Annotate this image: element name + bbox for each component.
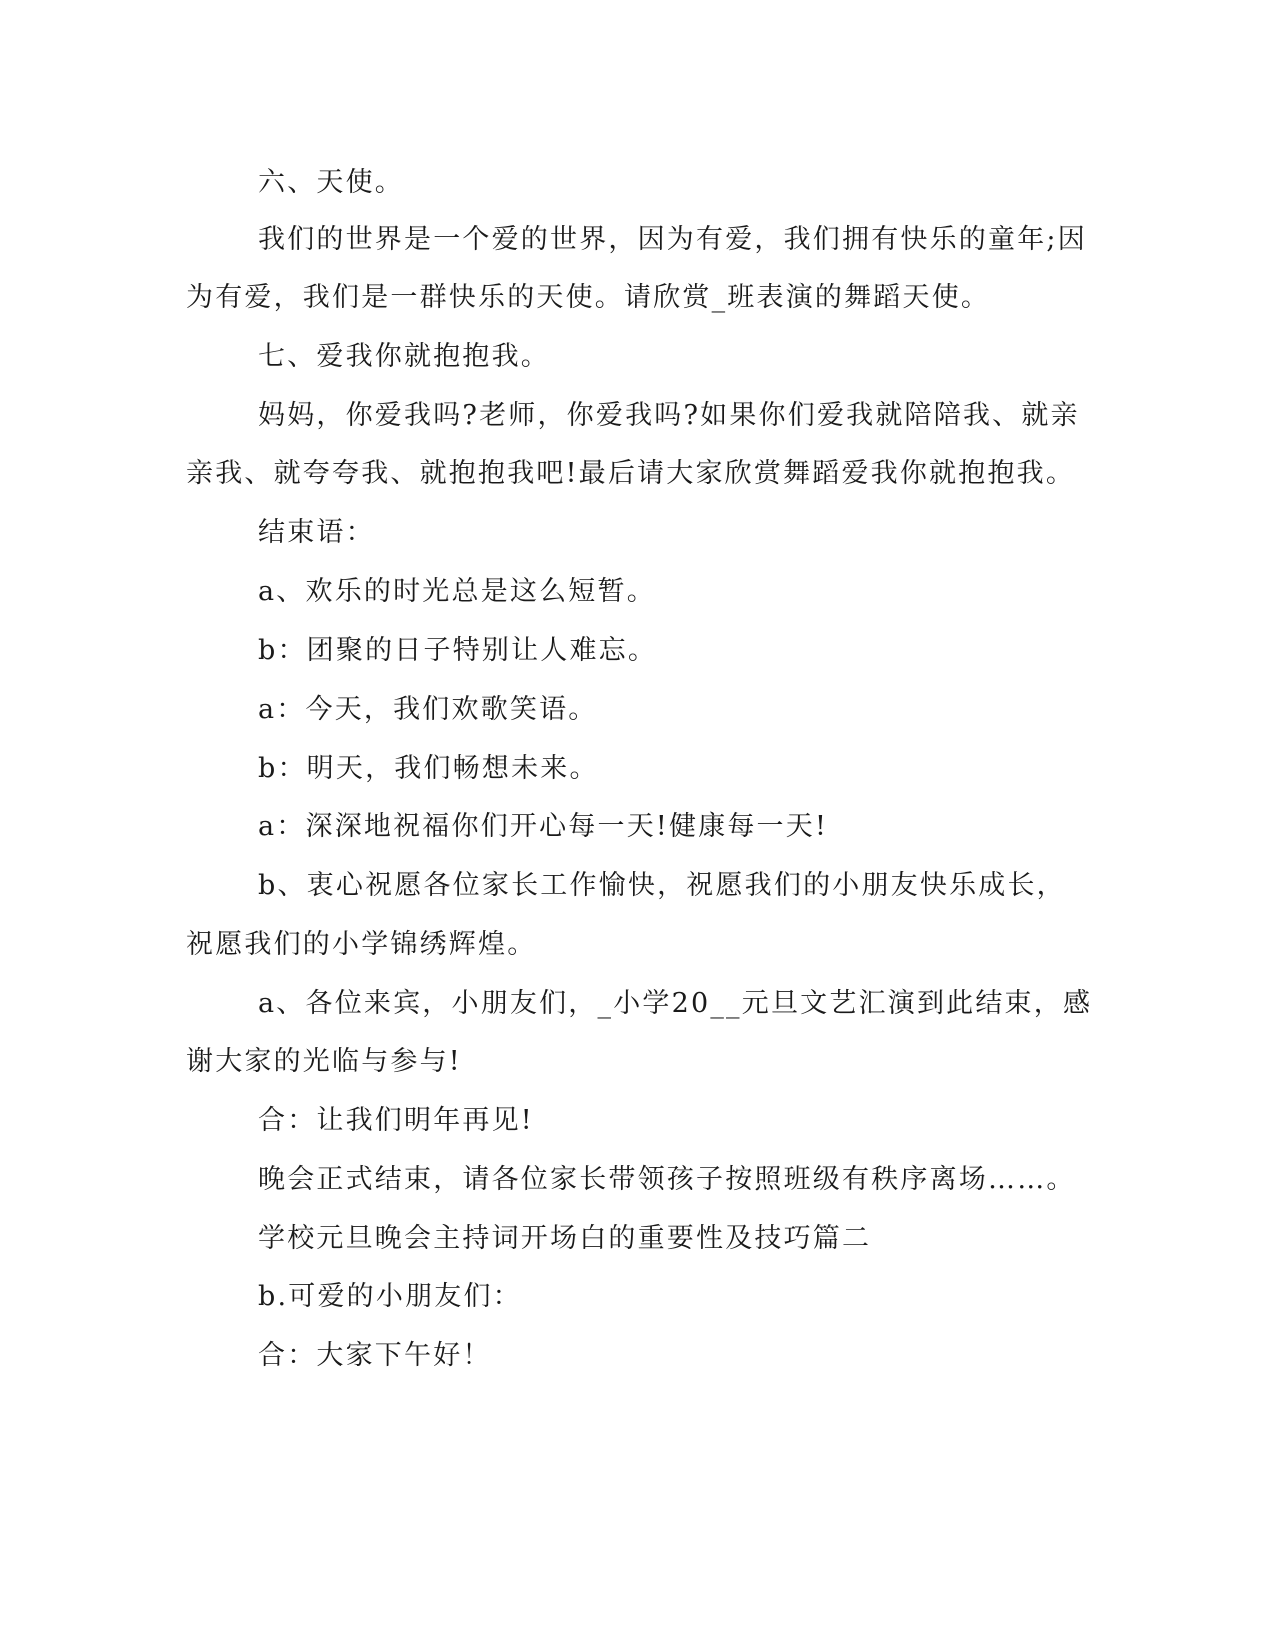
dialogue-line: a：深深地祝福你们开心每一天!健康每一天! <box>258 811 828 842</box>
article-title-part-two: 学校元旦晚会主持词开场白的重要性及技巧篇二 <box>258 1223 872 1254</box>
dialogue-line: 谢大家的光临与参与! <box>186 1046 462 1077</box>
dialogue-line: 合：让我们明年再见! <box>258 1105 534 1136</box>
dialogue-line: b：明天，我们畅想未来。 <box>258 753 599 784</box>
paragraph-line: 晚会正式结束，请各位家长带领孩子按照班级有秩序离场……。 <box>258 1164 1076 1195</box>
paragraph-line: 亲我、就夸夸我、就抱抱我吧!最后请大家欣赏舞蹈爱我你就抱抱我。 <box>186 458 1076 489</box>
dialogue-line: 祝愿我们的小学锦绣辉煌。 <box>186 929 537 960</box>
section-heading-angel: 六、天使。 <box>258 167 404 198</box>
paragraph-line: 我们的世界是一个爱的世界，因为有爱，我们拥有快乐的童年;因 <box>258 224 1087 255</box>
paragraph-line: 为有爱，我们是一群快乐的天使。请欣赏_班表演的舞蹈天使。 <box>186 282 991 313</box>
dialogue-line: a：今天，我们欢歌笑语。 <box>258 694 598 725</box>
closing-heading: 结束语： <box>258 517 375 548</box>
dialogue-line: b、衷心祝愿各位家长工作愉快，祝愿我们的小朋友快乐成长， <box>258 870 1066 901</box>
dialogue-line: b.可爱的小朋友们： <box>258 1281 522 1312</box>
dialogue-line: b：团聚的日子特别让人难忘。 <box>258 635 658 666</box>
dialogue-line: a、各位来宾，小朋友们，_小学20__元旦文艺汇演到此结束，感 <box>258 988 1093 1019</box>
section-heading-hug-me: 七、爱我你就抱抱我。 <box>258 341 550 372</box>
paragraph-line: 妈妈，你爱我吗?老师，你爱我吗?如果你们爱我就陪陪我、就亲 <box>258 400 1080 431</box>
dialogue-line: a、欢乐的时光总是这么短暂。 <box>258 576 656 607</box>
dialogue-line: 合：大家下午好！ <box>258 1340 492 1371</box>
